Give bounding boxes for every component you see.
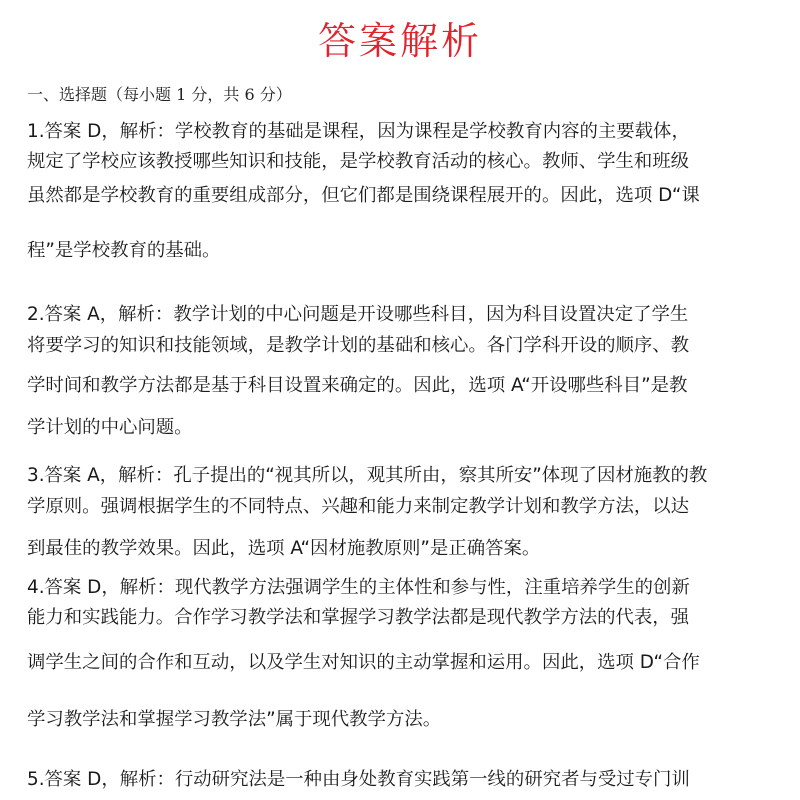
- answer-2-line-4: 学计划的中心问题。: [27, 417, 193, 438]
- answer-1-line-1: 1.答案 D，解析：学校教育的基础是课程，因为课程是学校教育内容的主要载体，: [27, 121, 690, 142]
- answer-3-line-1: 3.答案 A，解析：孔子提出的“视其所以，观其所由，察其所安”体现了因材施教的教: [27, 465, 708, 486]
- section-heading: 一、选择题（每小题 1 分，共 6 分）: [27, 85, 292, 104]
- answer-4-line-3: 调学生之间的合作和互动，以及学生对知识的主动掌握和运用。因此，选项 D“合作: [27, 652, 700, 673]
- answer-4-line-4: 学习教学法和掌握学习教学法”属于现代教学方法。: [27, 709, 442, 730]
- answer-5-line-1: 5.答案 D，解析：行动研究法是一种由身处教育实践第一线的研究者与受过专门训: [27, 769, 690, 790]
- answer-1-line-2: 规定了学校应该教授哪些知识和技能，是学校教育活动的核心。教师、学生和班级: [27, 151, 690, 172]
- answer-1-line-3: 虽然都是学校教育的重要组成部分，但它们都是围绕课程展开的。因此，选项 D“课: [27, 185, 700, 206]
- page-title: 答案解析: [317, 19, 482, 63]
- answer-2-line-2: 将要学习的知识和技能领域，是教学计划的基础和核心。各门学科开设的顺序、教: [27, 335, 690, 356]
- answer-2-line-1: 2.答案 A，解析：教学计划的中心问题是开设哪些科目，因为科目设置决定了学生: [27, 304, 689, 325]
- answer-3-line-2: 学原则。强调根据学生的不同特点、兴趣和能力来制定教学计划和教学方法，以达: [27, 496, 690, 517]
- answer-4-line-2: 能力和实践能力。合作学习教学法和掌握学习教学法都是现代教学方法的代表，强: [27, 607, 690, 628]
- answer-2-line-3: 学时间和教学方法都是基于科目设置来确定的。因此，选项 A“开设哪些科目”是教: [27, 375, 688, 396]
- answer-1-line-4: 程”是学校教育的基础。: [27, 240, 221, 261]
- answer-3-line-3: 到最佳的教学效果。因此，选项 A“因材施教原则”是正确答案。: [27, 538, 541, 559]
- answer-4-line-1: 4.答案 D，解析：现代教学方法强调学生的主体性和参与性，注重培养学生的创新: [27, 577, 690, 598]
